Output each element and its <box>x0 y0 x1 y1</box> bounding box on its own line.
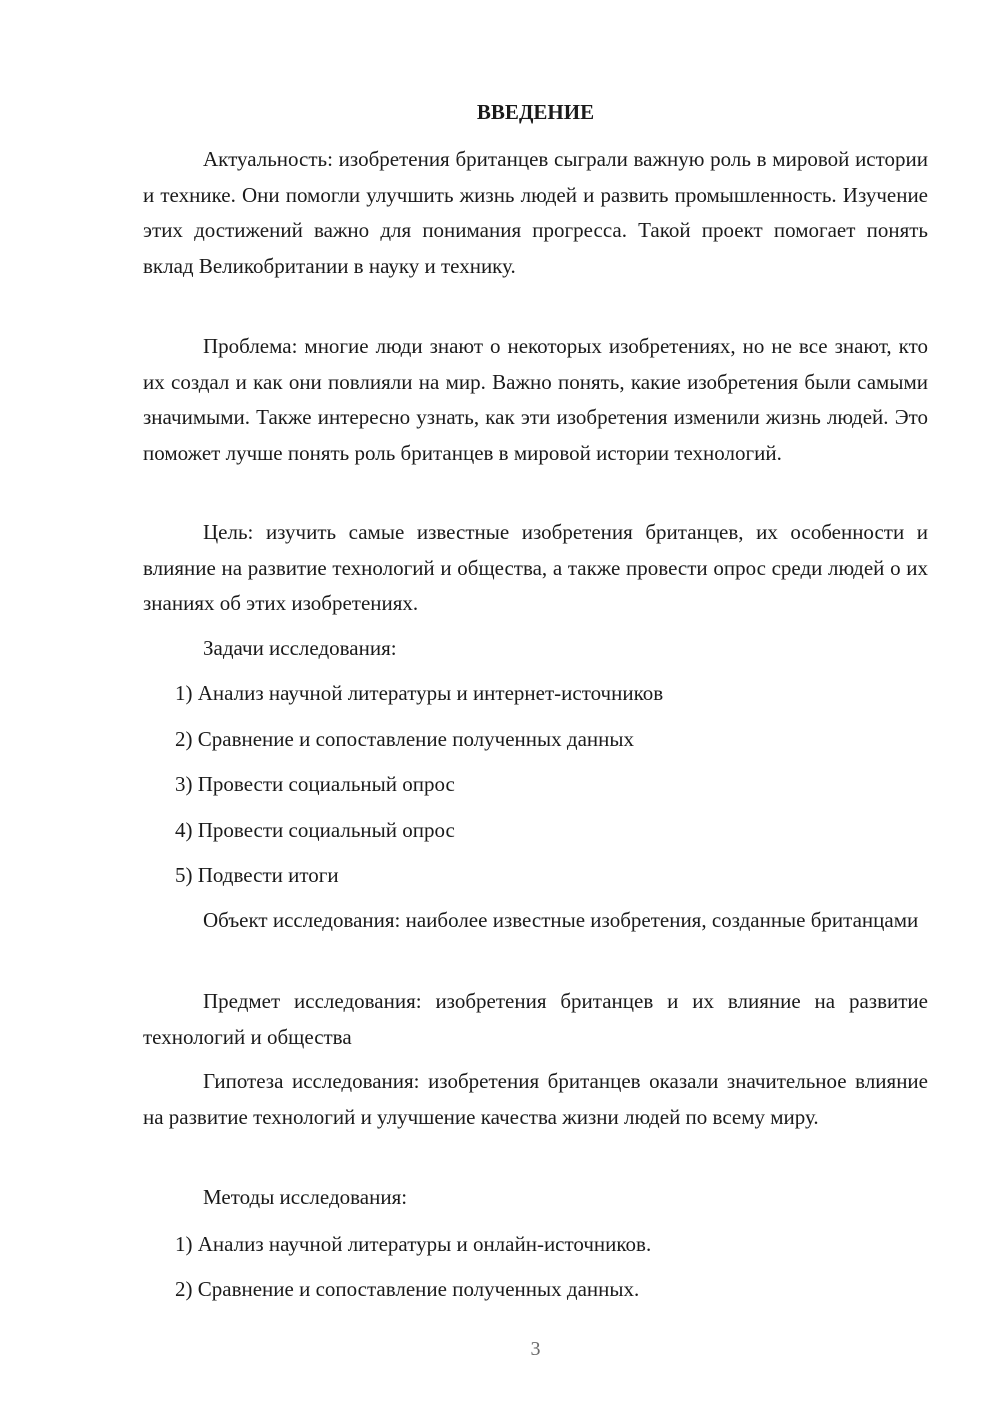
task-item: 3) Провести социальный опрос <box>175 772 455 796</box>
relevance-paragraph: Актуальность: изобретения британцев сыграли важную роль в мировой истории и технике. Они помогли улучшить жизнь людей и развить промышленность. Изучение этих достижений важно для понимания прогресса. Такой проект помогает понять вклад Великобритании в науку и технику. <box>143 147 928 278</box>
methods-heading: Методы исследования: <box>203 1185 408 1209</box>
page-number: 3 <box>530 1338 541 1360</box>
document-page <box>143 0 928 1414</box>
hypothesis-paragraph: Гипотеза исследования: изобретения британцев оказали значительное влияние на развитие технологий и улучшение качества жизни людей по всему миру. <box>143 1069 928 1129</box>
goal-paragraph: Цель: изучить самые известные изобретения британцев, их особенности и влияние на развитие технологий и общества, а также провести опрос среди людей о их знаниях об этих изобретениях. <box>143 520 928 615</box>
task-item: 4) Провести социальный опрос <box>175 818 455 842</box>
subject-paragraph: Предмет исследования: изобретения британцев и их влияние на развитие технологий и общества <box>143 989 928 1049</box>
object-paragraph: Объект исследования: наиболее известные изобретения, созданные британцами <box>203 908 919 932</box>
page-title: ВВЕДЕНИЕ <box>476 100 595 124</box>
task-item: 1) Анализ научной литературы и интернет-источников <box>175 681 664 705</box>
tasks-heading: Задачи исследования: <box>203 636 397 660</box>
method-item: 2) Сравнение и сопоставление полученных данных. <box>175 1277 640 1301</box>
task-item: 5) Подвести итоги <box>175 863 339 887</box>
problem-paragraph: Проблема: многие люди знают о некоторых изобретениях, но не все знают, кто их создал и как они повлияли на мир. Важно понять, какие изобретения были самыми значимыми. Также интересно узнать, как эти изобретения изменили жизнь людей. Это поможет лучше понять роль британцев в мировой истории технологий. <box>143 334 928 465</box>
method-item: 1) Анализ научной литературы и онлайн-источников. <box>175 1232 652 1256</box>
task-item: 2) Сравнение и сопоставление полученных данных <box>175 727 634 751</box>
